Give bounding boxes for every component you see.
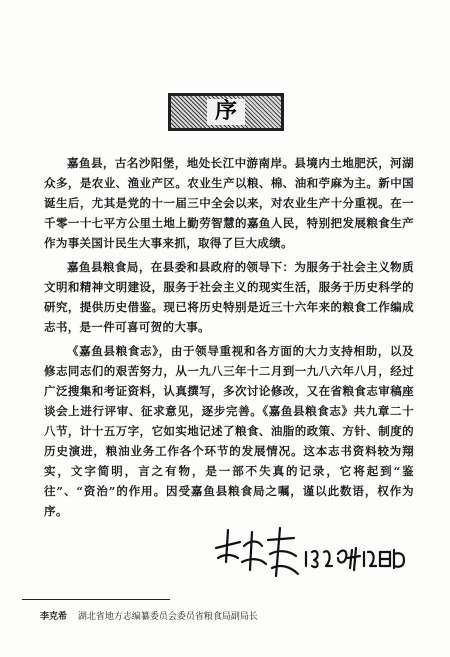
handwritten-signature (210, 518, 410, 598)
preface-title: 序 (207, 99, 245, 125)
preface-body (44, 153, 414, 525)
author-position: 湖北省地方志编纂委员会委员省粮食局副局长 (77, 612, 258, 622)
paragraph-3: 《嘉鱼县粮食志》，由于领导重视和各方面的大力支持相助，以及修志同志们的艰苦努力，从一九八三年十二月到一九八六年八月，经过广泛搜集和考证资料，认真撰写，多次讨论修改，又在省粮食志审稿座谈会上进行评审、征求意见，逐步完善。《嘉鱼县粮食志》共九章二十八节，计十五万字，它如实地记述了粮食、油脂的政策、方针、制度的历史演进，粮油业务工作各个环节的发展情况。这本志书资料较为翔实，文字简明，言之有物，是一部不失真的记录，它将起到“鉴往”、“资治”的作用。因受嘉鱼县粮食局之嘱，谨以此数语，权作为序。 (44, 344, 414, 518)
footer-divider (22, 599, 170, 600)
paragraph-1: 嘉鱼县，古名沙阳堡，地处长江中游南岸。县境内土地肥沃，河湖众多，是农业、渔业产区。农业生产以粮、棉、油和苧麻为主。新中国诞生后，尤其是党的十一届三中全会以来，对农业生产十分重视。在一千零一十七平方公里土地上勤劳智慧的嘉鱼人民，特别把发展粮食生产作为事关国计民生大事来抓，取得了巨大成绩。 (44, 156, 414, 250)
author-note (40, 610, 430, 624)
preface-title-box (168, 93, 284, 131)
paragraph-2: 嘉鱼县粮食局，在县委和县政府的领导下：为服务于社会主义物质文明和精神文明建设，服务于社会主义的现实生活，服务于历史科学的研究，提供历史借鉴。现已将历史特别是近三十六年来的粮食工作编成志书，是一件可喜可贺的大事。 (44, 260, 414, 334)
author-name: 李克希 (40, 612, 68, 622)
